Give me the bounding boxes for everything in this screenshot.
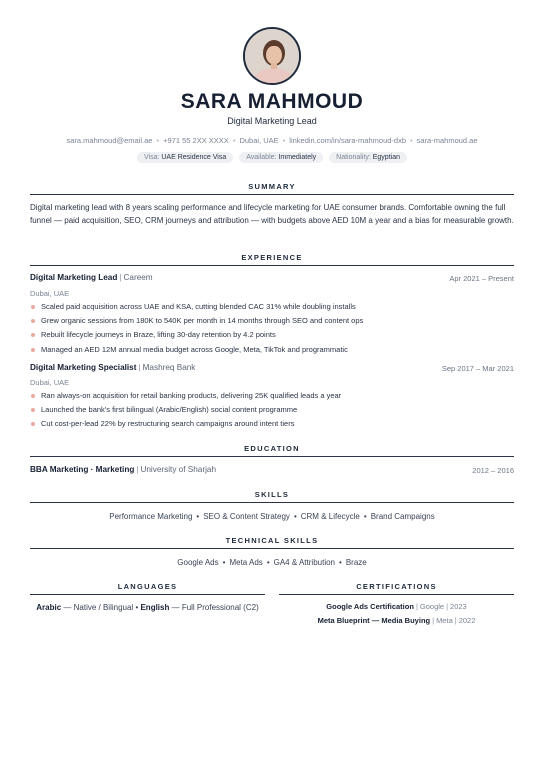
availability-pill: Available: Immediately bbox=[239, 152, 323, 163]
candidate-title: Digital Marketing Lead bbox=[227, 116, 317, 126]
experience-heading: EXPERIENCE bbox=[241, 253, 303, 262]
section-divider bbox=[30, 502, 514, 503]
education-entry: BBA Marketing · Marketing | University of Sharjah bbox=[30, 465, 217, 474]
job-bullets-1 bbox=[30, 300, 363, 357]
contact-linkedin[interactable]: linkedin.com/in/sara-mahmoud-dxb bbox=[289, 136, 406, 145]
languages-list: Arabic — Native / Bilingual • English — Full Professional (C2) bbox=[36, 603, 259, 612]
list-item: Scaled paid acquisition across UAE and KSA, cutting blended CAC 31% while doubling installs bbox=[30, 300, 363, 314]
list-item: Managed an AED 12M annual media budget across Google, Meta, TikTok and programmatic bbox=[30, 343, 363, 357]
job-title-2: Digital Marketing Specialist | Mashreq Bank bbox=[30, 363, 196, 372]
job-dates-2: Sep 2017 – Mar 2021 bbox=[441, 364, 514, 373]
tech-skill-item: Meta Ads bbox=[229, 558, 263, 567]
section-divider bbox=[30, 456, 514, 457]
profile-photo bbox=[243, 27, 301, 85]
summary-heading: SUMMARY bbox=[248, 182, 296, 191]
list-item: Cut cost-per-lead 22% by restructuring search campaigns around intent tiers bbox=[30, 417, 341, 431]
separator-dot: • bbox=[410, 136, 413, 145]
separator-dot: • bbox=[282, 136, 286, 145]
list-item: Rebuilt lifecycle journeys in Braze, lifting 30-day retention by 4.2 points bbox=[30, 328, 363, 342]
summary-text: Digital marketing lead with 8 years scaling performance and lifecycle marketing for UAE consumer brands. Comfortable owning the full funnel — paid acquisition, SEO, CRM journeys and attribution — with budgets above AED 10M a year and a bias for measurable growth. bbox=[30, 203, 514, 225]
job-title-1: Digital Marketing Lead | Careem bbox=[30, 273, 153, 282]
separator-dot: • bbox=[156, 136, 160, 145]
skill-item: CRM & Lifecycle bbox=[300, 512, 360, 521]
section-divider bbox=[30, 265, 514, 266]
visa-pill: Visa: UAE Residence Visa bbox=[137, 152, 233, 163]
candidate-name: SARA MAHMOUD bbox=[180, 90, 364, 113]
section-divider bbox=[30, 548, 514, 549]
contact-email[interactable]: sara.mahmoud@email.ae bbox=[66, 136, 153, 145]
contact-phone[interactable]: +971 55 2XX XXXX bbox=[163, 136, 229, 145]
contact-location: Dubai, UAE bbox=[239, 136, 279, 145]
tech-skill-item: GA4 & Attribution bbox=[273, 558, 335, 567]
job-dates-1: Apr 2021 – Present bbox=[449, 274, 514, 283]
skill-item: SEO & Content Strategy bbox=[203, 512, 290, 521]
section-divider bbox=[279, 594, 514, 595]
tech-skill-item: Braze bbox=[345, 558, 367, 567]
skill-item: Performance Marketing bbox=[109, 512, 193, 521]
nationality-pill: Nationality: Egyptian bbox=[329, 152, 407, 163]
list-item: Grew organic sessions from 180K to 540K per month in 14 months through SEO and content ops bbox=[30, 314, 363, 328]
education-dates: 2012 – 2016 bbox=[472, 466, 514, 475]
list-item: Launched the bank's first bilingual (Arabic/English) social content programme bbox=[30, 403, 341, 417]
info-pills bbox=[0, 152, 544, 163]
certification-item-1: Google Ads Certification | Google | 2023 bbox=[326, 602, 467, 611]
section-divider bbox=[30, 194, 514, 195]
technical-skills-heading: TECHNICAL SKILLS bbox=[225, 536, 319, 545]
languages-heading: LANGUAGES bbox=[117, 582, 178, 591]
skill-item: Brand Campaigns bbox=[370, 512, 435, 521]
skills-list: Performance Marketing • SEO & Content Strategy • CRM & Lifecycle • Brand Campaigns bbox=[109, 512, 435, 521]
technical-skills-list: Google Ads • Meta Ads • GA4 & Attribution • Braze bbox=[177, 558, 367, 567]
job-location-1: Dubai, UAE bbox=[30, 289, 70, 298]
certifications-heading: CERTIFICATIONS bbox=[356, 582, 437, 591]
job-bullets-2 bbox=[30, 389, 341, 432]
contact-website[interactable]: sara-mahmoud.ae bbox=[416, 136, 478, 145]
separator-dot: • bbox=[232, 136, 236, 145]
list-item: Ran always-on acquisition for retail banking products, delivering 25K qualified leads a year bbox=[30, 389, 341, 403]
job-location-2: Dubai, UAE bbox=[30, 378, 70, 387]
certification-item-2: Meta Blueprint — Media Buying | Meta | 2022 bbox=[317, 616, 476, 625]
skills-heading: SKILLS bbox=[254, 490, 290, 499]
contact-line bbox=[0, 136, 544, 145]
tech-skill-item: Google Ads bbox=[177, 558, 219, 567]
education-heading: EDUCATION bbox=[244, 444, 300, 453]
section-divider bbox=[30, 594, 265, 595]
